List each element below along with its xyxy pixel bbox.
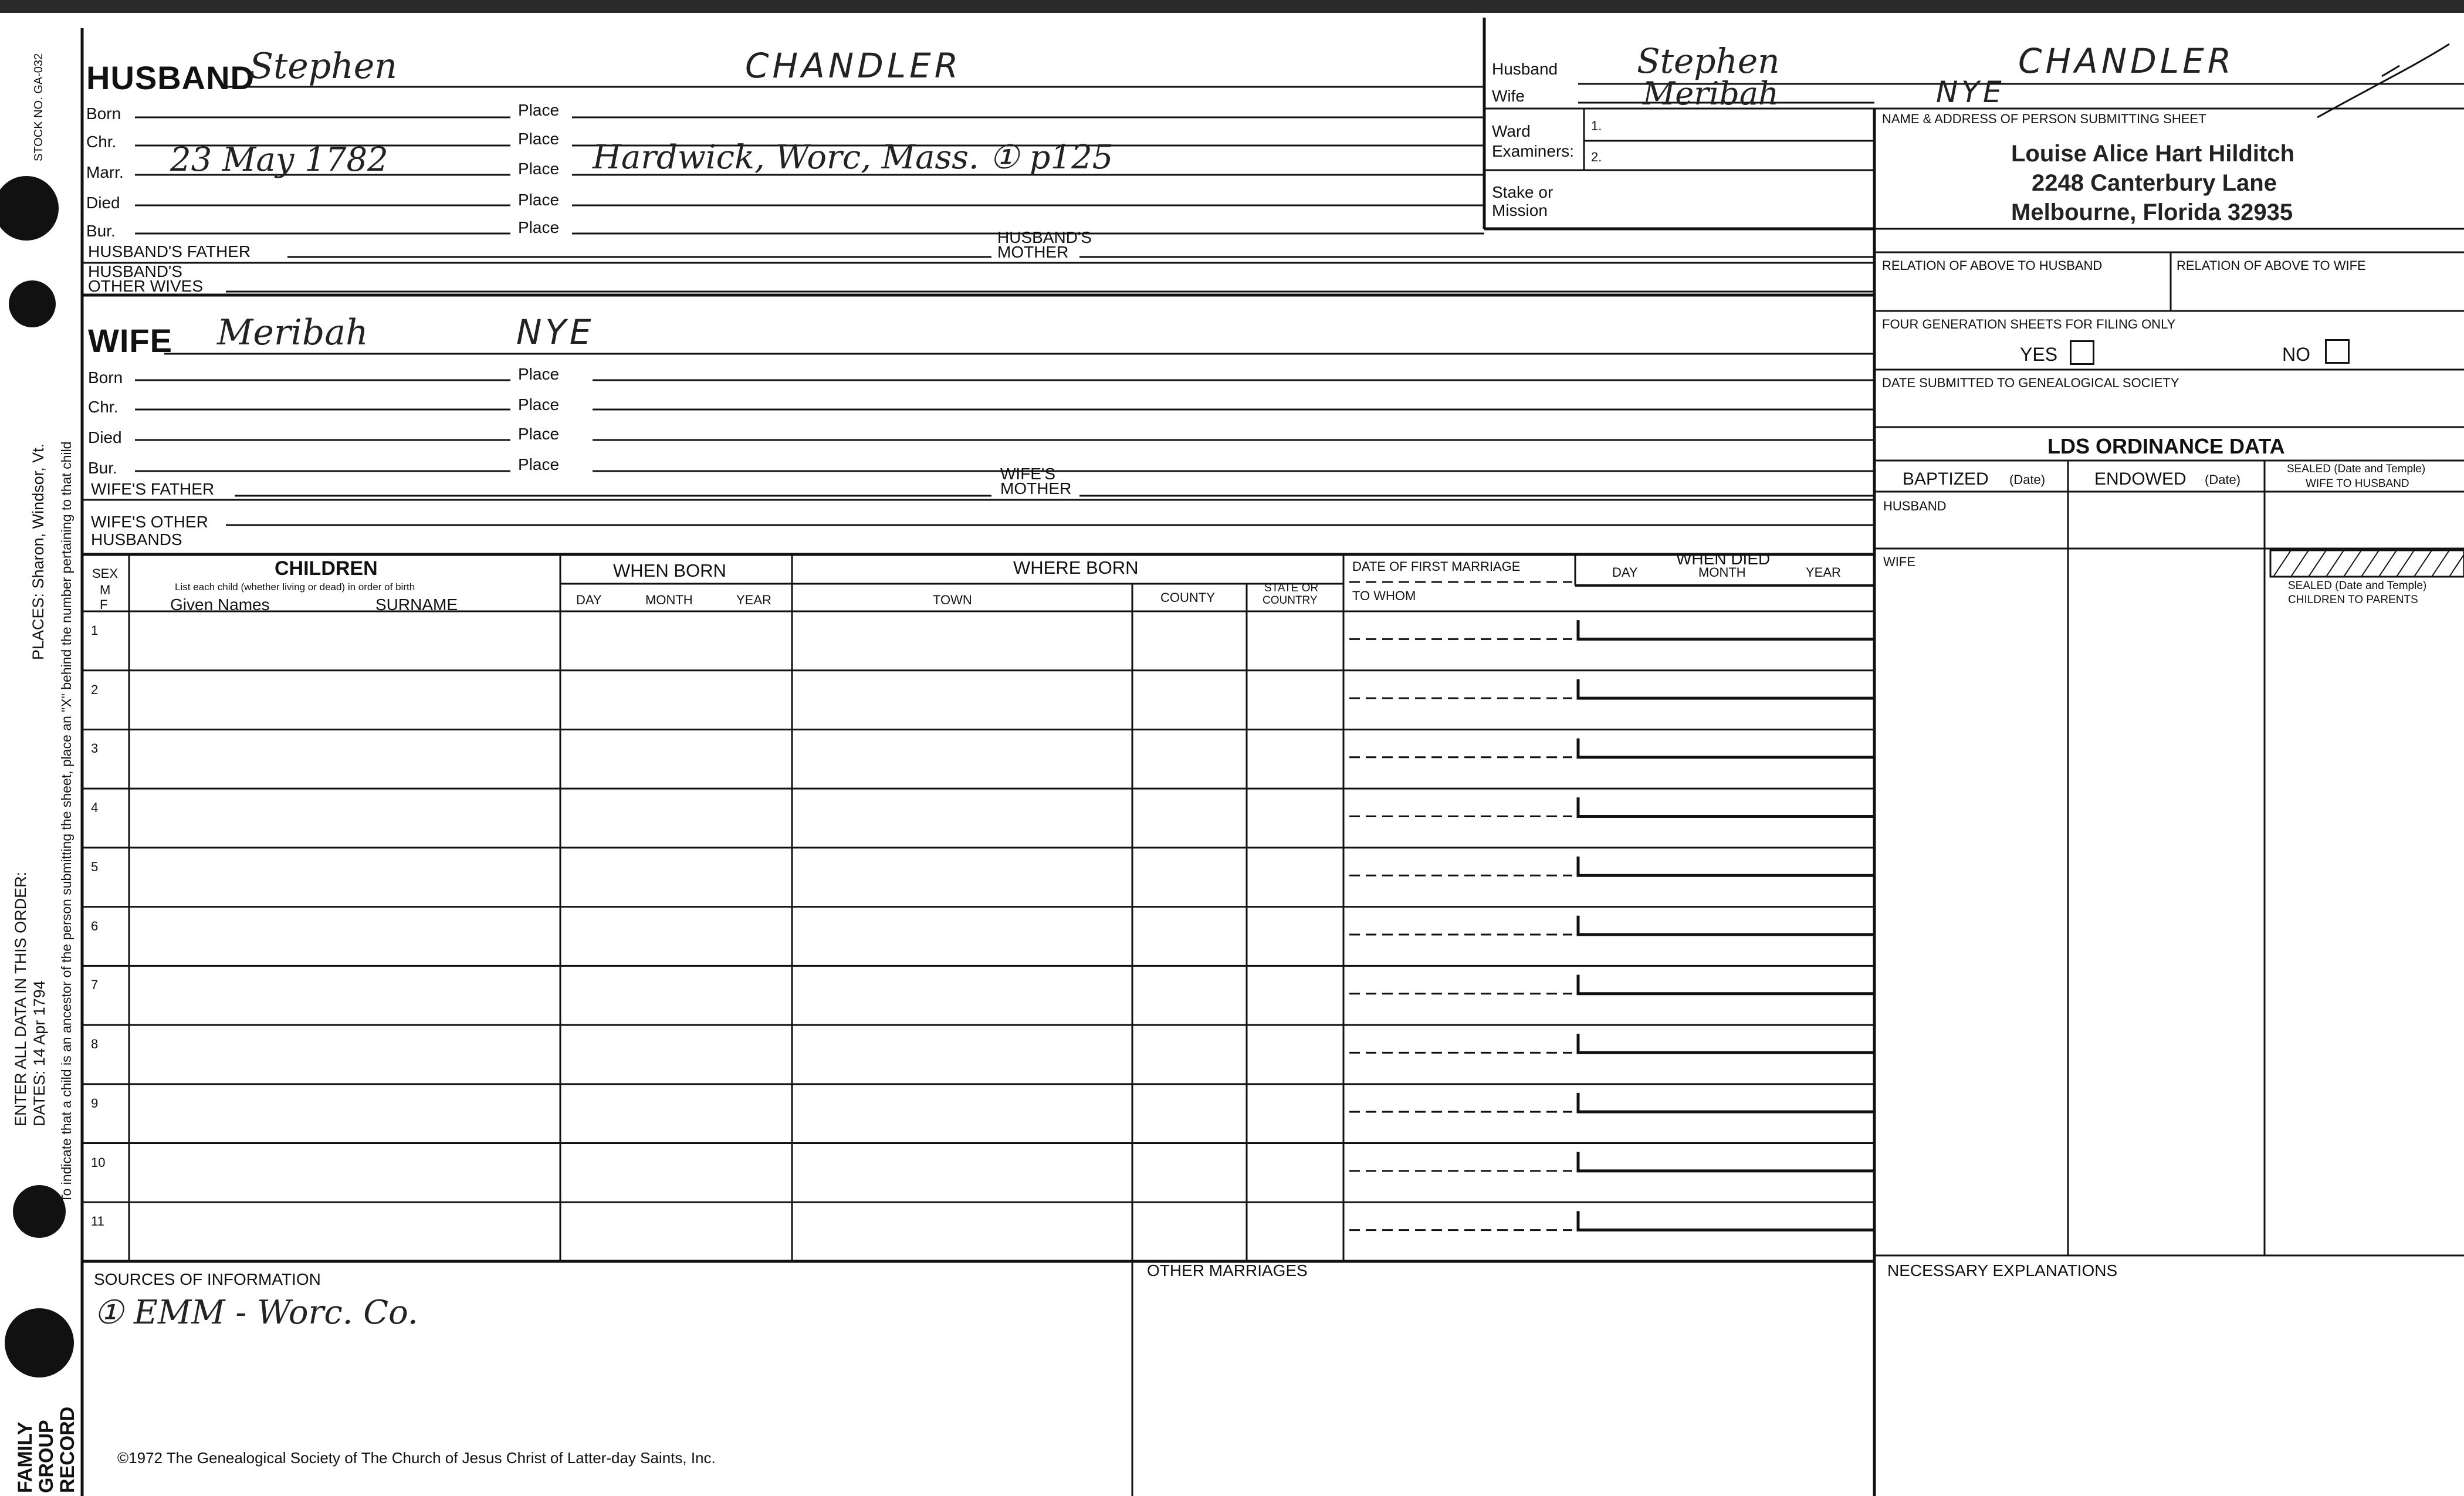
wife-mother-label: WIFE'S MOTHER bbox=[1000, 465, 1072, 497]
husband-father-label: HUSBAND'S FATHER bbox=[88, 242, 251, 260]
no-checkbox[interactable] bbox=[2325, 339, 2350, 364]
enter-all-note: ENTER ALL DATA IN THIS ORDER: bbox=[12, 871, 29, 1126]
child-row-number: 6 bbox=[91, 918, 99, 933]
children-title: CHILDREN bbox=[275, 557, 378, 580]
sources-label: SOURCES OF INFORMATION bbox=[94, 1270, 321, 1288]
died-year-label: YEAR bbox=[1806, 565, 1841, 580]
sex-label: SEX bbox=[92, 566, 119, 581]
sex-m-label: M bbox=[100, 583, 111, 597]
child-row-number: 10 bbox=[91, 1155, 106, 1170]
sealed-wh-label: SEALED (Date and Temple) bbox=[2287, 463, 2426, 475]
to-whom-label: TO WHOM bbox=[1352, 588, 1416, 603]
summary-wife-label: Wife bbox=[1492, 87, 1525, 105]
husband-mother-label: HUSBAND'S MOTHER bbox=[997, 228, 1092, 261]
submitter-street[interactable]: 2248 Canterbury Lane bbox=[2032, 170, 2277, 196]
where-born-label: WHERE BORN bbox=[1013, 557, 1139, 578]
husband-marr-label: Marr. bbox=[86, 163, 124, 181]
when-died-box bbox=[1578, 857, 1874, 875]
when-died-box bbox=[1578, 974, 1874, 993]
wife-bur-label: Bur. bbox=[88, 459, 117, 477]
source-entry-1[interactable]: ① EMM - Worc. Co. bbox=[94, 1294, 418, 1332]
husband-chr-place-label: Place bbox=[518, 130, 560, 148]
submitter-label: NAME & ADDRESS OF PERSON SUBMITTING SHEET bbox=[1882, 111, 2206, 126]
yes-checkbox[interactable] bbox=[2070, 340, 2094, 365]
when-born-label: WHEN BORN bbox=[613, 560, 726, 581]
husband-died-place-label: Place bbox=[518, 191, 560, 209]
husband-given-name[interactable]: Stephen bbox=[249, 46, 397, 87]
sealed-cp-label: SEALED (Date and Temple) bbox=[2288, 580, 2427, 592]
wife-born-place-label: Place bbox=[518, 365, 560, 383]
husband-heading: HUSBAND bbox=[86, 59, 255, 96]
stake-label: Stake or bbox=[1492, 183, 1553, 201]
child-row-number: 4 bbox=[91, 800, 99, 815]
born-month-label: MONTH bbox=[645, 593, 693, 607]
places-note: PLACES: Sharon, Windsor, Vt. bbox=[29, 443, 47, 660]
wife-chr-place-label: Place bbox=[518, 395, 560, 414]
wife-other-husbands-label: WIFE'S OTHER HUSBANDS bbox=[91, 513, 208, 549]
husband-other-wives-label: HUSBAND'S OTHER WIVES bbox=[88, 262, 204, 295]
when-died-box bbox=[1578, 1093, 1874, 1112]
relation-husband-label: RELATION OF ABOVE TO HUSBAND bbox=[1882, 258, 2103, 273]
child-row-number: 1 bbox=[91, 623, 99, 638]
form-title-group: GROUP bbox=[35, 1420, 57, 1493]
child-row-number: 9 bbox=[91, 1095, 99, 1111]
state-label: STATE OR bbox=[1264, 582, 1319, 594]
other-marriages-label: OTHER MARRIAGES bbox=[1147, 1261, 1308, 1280]
baptized-label: BAPTIZED bbox=[1903, 469, 1989, 489]
summary-husband-label: Husband bbox=[1492, 60, 1558, 78]
submitter-city[interactable]: Melbourne, Florida 32935 bbox=[2011, 199, 2293, 225]
ward-label: Ward bbox=[1492, 122, 1531, 140]
wife-died-place-label: Place bbox=[518, 425, 560, 443]
when-died-box bbox=[1578, 1211, 1874, 1230]
wife-died-label: Died bbox=[88, 428, 122, 446]
wife-bur-place-label: Place bbox=[518, 455, 560, 473]
baptized-date-label: (Date) bbox=[2009, 472, 2046, 487]
child-row-number: 3 bbox=[91, 741, 99, 756]
wife-given-name[interactable]: Meribah bbox=[217, 312, 368, 353]
summary-husband-given[interactable]: Stephen bbox=[1637, 41, 1780, 81]
when-died-box bbox=[1578, 797, 1874, 816]
lds-husband-label: HUSBAND bbox=[1883, 499, 1947, 513]
husband-born-label: Born bbox=[86, 104, 121, 123]
surname-label: SURNAME bbox=[375, 595, 458, 614]
examiners-label: Examiners: bbox=[1492, 142, 1575, 160]
child-row-number: 8 bbox=[91, 1037, 99, 1052]
endowed-label: ENDOWED bbox=[2094, 469, 2187, 489]
husband-bur-label: Bur. bbox=[86, 222, 116, 240]
when-died-label: WHEN DIED bbox=[1676, 550, 1771, 568]
child-row-number: 5 bbox=[91, 859, 99, 874]
when-died-box bbox=[1578, 620, 1874, 639]
form-title-family: FAMILY bbox=[14, 1421, 36, 1493]
husband-chr-label: Chr. bbox=[86, 133, 117, 151]
wife-chr-label: Chr. bbox=[88, 398, 119, 416]
lds-title: LDS ORDINANCE DATA bbox=[2047, 434, 2285, 458]
town-label: TOWN bbox=[933, 593, 972, 607]
when-died-box bbox=[1578, 1034, 1874, 1052]
sealed-cp-sub-label: CHILDREN TO PARENTS bbox=[2288, 594, 2418, 606]
wife-born-label: Born bbox=[88, 368, 123, 387]
wife-father-label: WIFE'S FATHER bbox=[91, 480, 215, 498]
first-marriage-label: DATE OF FIRST MARRIAGE bbox=[1352, 559, 1521, 574]
stock-number: STOCK NO. GA-032 bbox=[32, 53, 45, 161]
wife-heading: WIFE bbox=[88, 322, 172, 359]
child-row-number: 7 bbox=[91, 977, 99, 993]
no-label: NO bbox=[2282, 344, 2310, 365]
summary-wife-surname[interactable]: NYE bbox=[1936, 75, 2005, 109]
husband-surname[interactable]: CHANDLER bbox=[745, 46, 962, 86]
lds-wife-label: WIFE bbox=[1883, 554, 1915, 569]
yes-label: YES bbox=[2020, 344, 2058, 365]
died-month-label: MONTH bbox=[1698, 565, 1746, 580]
sex-f-label: F bbox=[100, 597, 108, 612]
copyright-notice: ©1972 The Genealogical Society of The Church of Jesus Christ of Latter-day Saints, Inc. bbox=[117, 1449, 716, 1467]
child-row-number: 11 bbox=[91, 1214, 104, 1229]
summary-wife-given[interactable]: Meribah bbox=[1643, 75, 1779, 112]
wife-surname[interactable]: NYE bbox=[516, 312, 595, 352]
summary-husband-surname[interactable]: CHANDLER bbox=[2018, 41, 2235, 81]
husband-marr-place-label: Place bbox=[518, 160, 560, 178]
mission-label: Mission bbox=[1492, 201, 1548, 219]
child-row-number: 2 bbox=[91, 682, 99, 697]
marriage-date[interactable]: 23 May 1782 bbox=[170, 141, 388, 179]
necessary-explanations-label: NECESSARY EXPLANATIONS bbox=[1887, 1261, 2118, 1280]
endowed-date-label: (Date) bbox=[2205, 472, 2241, 487]
died-day-label: DAY bbox=[1612, 565, 1638, 580]
when-died-box bbox=[1578, 1152, 1874, 1171]
form-title-record: RECORD bbox=[56, 1406, 79, 1493]
examiner-2-label: 2. bbox=[1591, 150, 1602, 164]
born-year-label: YEAR bbox=[736, 593, 771, 607]
given-names-label: Given Names bbox=[170, 595, 270, 614]
dates-note: DATES: 14 Apr 1794 bbox=[31, 980, 48, 1126]
born-day-label: DAY bbox=[576, 593, 602, 607]
relation-wife-label: RELATION OF ABOVE TO WIFE bbox=[2177, 258, 2366, 273]
husband-born-place-label: Place bbox=[518, 101, 560, 119]
submitter-name[interactable]: Louise Alice Hart Hilditch bbox=[2011, 141, 2295, 167]
examiner-1-label: 1. bbox=[1591, 119, 1602, 133]
marriage-place[interactable]: Hardwick, Worc, Mass. ① p125 bbox=[593, 138, 1113, 177]
when-died-box bbox=[1578, 739, 1874, 757]
when-died-box bbox=[1578, 679, 1874, 698]
country-label: COUNTRY bbox=[1263, 594, 1318, 607]
four-generation-label: FOUR GENERATION SHEETS FOR FILING ONLY bbox=[1882, 317, 2176, 331]
husband-died-label: Died bbox=[86, 194, 120, 212]
husband-bur-place-label: Place bbox=[518, 218, 560, 236]
date-submitted-label: DATE SUBMITTED TO GENEALOGICAL SOCIETY bbox=[1882, 375, 2179, 390]
ancestor-instruction: To indicate that a child is an ancestor of the person submitting the sheet, place an "X" behind the number pertaining to that child bbox=[59, 441, 74, 1203]
county-label: COUNTY bbox=[1160, 590, 1215, 605]
children-subtitle: List each child (whether living or dead) in order of birth bbox=[175, 581, 415, 593]
sealed-wh-sub-label: WIFE TO HUSBAND bbox=[2306, 478, 2409, 490]
when-died-box bbox=[1578, 916, 1874, 935]
